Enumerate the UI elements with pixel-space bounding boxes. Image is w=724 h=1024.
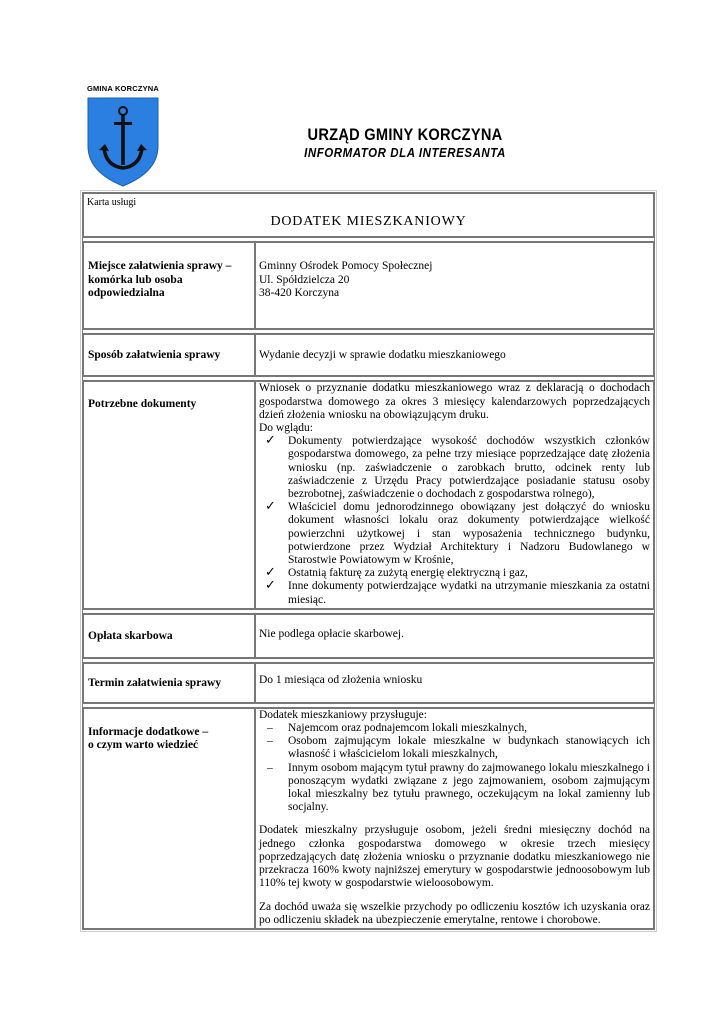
row-value-sposob: Wydanie decyzji w sprawie dodatku mieszkaniowego [255, 334, 654, 376]
service-card-table [82, 192, 655, 930]
crest-label: GMINA KORCZYNA [86, 84, 160, 93]
list-item: ✓ Dokumenty potwierdzające wysokość dochodów wszystkich członków gospodarstwa domowego, za pełne trzy miesiące poprzedzające datę złożenia wniosku (np. zaświadczenie o zarobkach brutto, odcinek renty lub zaświadczenie z Urzędu Pracy potwierdzające posiadanie statusu osoby bezrobotnej, zaświadczenie o dochodach z gospodarstwa rolnego), [265, 433, 650, 501]
row-label-informacje: Informacje dodatkowe – o czym warto wiedzieć [83, 708, 255, 929]
row-label-miejsce: Miejsce załatwienia sprawy – komórka lub osoba odpowiedzialna [83, 242, 255, 329]
informacje-para2: Za dochód uważa się wszelkie przychody po odliczeniu kosztów ich uzyskania oraz po odliczeniu składek na ubezpieczenie emerytalne, rentowe i chorobowe. [259, 900, 650, 926]
dash-bullet-icon: – [267, 761, 273, 774]
check-mark-icon: ✓ [265, 578, 276, 594]
dokumenty-do-wgladu: Do wglądu: [259, 422, 313, 435]
card-title: DODATEK MIESZKANIOWY [270, 214, 467, 230]
row-value-miejsce [255, 242, 654, 329]
check-mark-icon: ✓ [265, 565, 276, 581]
row-sposob [83, 334, 654, 376]
coat-of-arms-icon [84, 84, 162, 188]
miejsce-line1: Gminny Ośrodek Pomocy Społecznej [259, 260, 433, 273]
list-item: – Najemcom oraz podnajemcom lokali mieszkalnych, [267, 722, 528, 735]
list-item: ✓ Właściciel domu jednorodzinnego obowiązany jest dołączyć do wniosku dokument własności lokalu oraz dokumenty potwierdzające wielkość powierzchni użytkowej i stan wyposażenia technicznego budynku, potwierdzone przez Wydział Architektury i Nadzoru Budowlanego w Starostwie Powiatowym w Krośnie, [265, 499, 650, 567]
row-label-dokumenty: Potrzebne dokumenty [83, 381, 255, 608]
row-label-oplata: Opłata skarbowa [83, 614, 255, 658]
row-label-sposob: Sposób załatwienia sprawy [83, 334, 255, 376]
dash-bullet-icon: – [267, 722, 273, 735]
row-label-termin: Termin załatwienia sprawy [83, 663, 255, 703]
dokumenty-list [259, 435, 650, 607]
row-value-informacje [255, 708, 654, 929]
miejsce-line3: 38-420 Korczyna [259, 286, 340, 299]
page-subtitle: INFORMATOR DLA INTERESANTA [304, 146, 506, 160]
dash-bullet-icon: – [267, 735, 273, 748]
informacje-intro: Dodatek mieszkaniowy przysługuje: [259, 708, 427, 721]
list-item: ✓ Ostatnią fakturę za zużytą energię elektryczną i gaz, [265, 565, 528, 581]
card-label: Karta usługi [87, 197, 137, 208]
informacje-para1: Dodatek mieszkalny przysługuje osobom, jeżeli średni miesięczny dochód na jednego członka gospodarstwa domowego w okresie trzech miesięcy poprzedzających datę złożenia wniosku o przyznanie dodatku mieszkaniowego nie przekracza 160% kwoty najniższej emerytury w gospodarstwie jednoosobowym lub 110% tej kwoty w gospodarstwie wieloosobowym. [259, 824, 650, 890]
dokumenty-intro: Wniosek o przyznanie dodatku mieszkaniowego wraz z deklaracją o dochodach gospodarstwa domowego za okres 3 miesięcy kalendarzowych poprzedzających dzień złożenia wniosku na obowiązującym druku. [259, 382, 650, 421]
check-mark-icon: ✓ [265, 433, 276, 449]
row-termin [83, 663, 654, 703]
page-title: URZĄD GMINY KORCZYNA [307, 125, 503, 144]
row-dokumenty [83, 381, 654, 608]
informacje-list [259, 722, 650, 814]
list-item: – Innym osobom mającym tytuł prawny do zajmowanego lokalu mieszkalnego i ponoszącym wydatki związane z jego zajmowaniem, osobom zajmującym lokal mieszkalny bez tytułu prawnego, oczekującym na lokal zamienny lub socjalny. [267, 761, 650, 814]
card-header-cell [83, 193, 654, 237]
row-value-dokumenty [255, 381, 654, 608]
row-oplata [83, 614, 654, 658]
row-value-oplata: Nie podlega opłacie skarbowej. [255, 614, 654, 658]
row-miejsce [83, 242, 654, 329]
row-value-termin: Do 1 miesiąca od złożenia wniosku [255, 663, 654, 703]
miejsce-line2: Ul. Spółdzielcza 20 [259, 273, 350, 286]
row-informacje [83, 708, 654, 929]
check-mark-icon: ✓ [265, 499, 276, 515]
list-item: ✓ Inne dokumenty potwierdzające wydatki na utrzymanie mieszkania za ostatni miesiąc. [265, 578, 650, 606]
list-item: – Osobom zajmującym lokale mieszkalne w budynkach stanowiących ich własność i właścicielom lokali mieszkalnych, [267, 735, 650, 761]
